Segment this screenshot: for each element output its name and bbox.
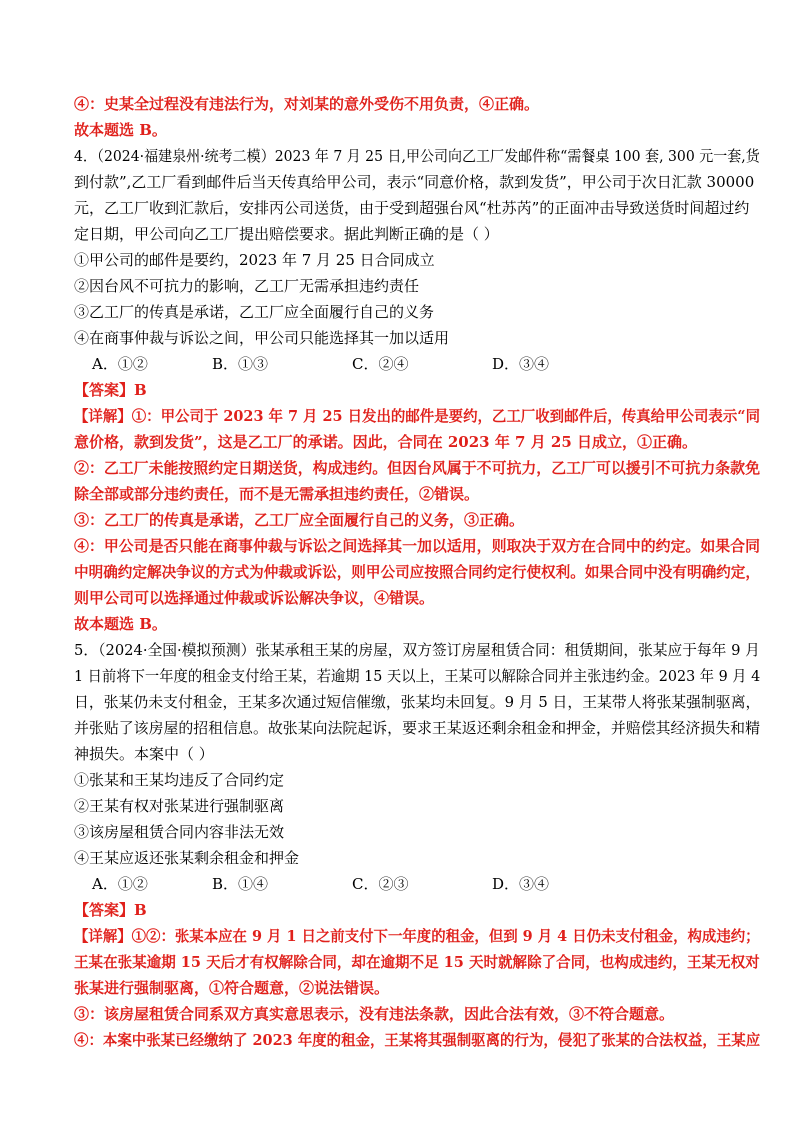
q4-option-c: C．②④ (352, 355, 409, 373)
q5-stem-line-5: 神损失。本案中（ ） (74, 745, 214, 763)
q5-stem-line-4: 并张贴了该房屋的招租信息。故张某向法院起诉，要求王某返还剩余租金和押金，并赔偿其经济损失和精 (74, 719, 761, 737)
q5-statement-1: ①张某和王某均违反了合同约定 (74, 771, 285, 789)
q5-statement-2: ②王某有权对张某进行强制驱离 (74, 797, 285, 815)
q4-statement-4: ④在商事仲裁与诉讼之间，甲公司只能选择其一加以适用 (74, 329, 450, 347)
q4-stem-line-3: 元，乙工厂收到汇款后，安排丙公司送货，由于受到超强台风“杜苏芮”的正面冲击导致送货时间超过约 (74, 199, 750, 217)
q5-answer: 【答案】B (74, 901, 147, 919)
q4-explanation-line-6: ④：甲公司是否只能在商事仲裁与诉讼之间选择其一加以适用，则取决于双方在合同中的约定。如果合同 (74, 537, 761, 555)
q4-explanation-line-5: ③：乙工厂的传真是承诺，乙工厂应全面履行自己的义务，③正确。 (74, 511, 525, 529)
q4-conclusion: 故本题选 B。 (74, 615, 167, 633)
q4-option-b: B．①③ (212, 355, 269, 373)
q4-statement-3: ③乙工厂的传真是承诺，乙工厂应全面履行自己的义务 (74, 303, 435, 321)
q5-explanation-line-4: ③：该房屋租赁合同系双方真实意思表示，没有违法条款，因此合法有效，③不符合题意。 (74, 1005, 675, 1023)
q4-statement-2: ②因台风不可抗力的影响，乙工厂无需承担违约责任 (74, 277, 420, 295)
q5-explanation-line-2: 王某在张某逾期 15 天后才有权解除合同，却在逾期不足 15 天时就解除了合同，也构成违约，王某无权对 (74, 953, 760, 971)
q5-explanation-line-5: ④：本案中张某已经缴纳了 2023 年度的租金，王某将其强制驱离的行为，侵犯了张某的合法权益，王某应 (74, 1031, 761, 1049)
q5-option-c: C．②③ (352, 875, 409, 893)
q5-stem-line-1: 5．（2024·全国·模拟预测）张某承租王某的房屋，双方签订房屋租赁合同：租赁期间，张某应于每年 9 月 (74, 641, 760, 659)
q5-statement-3: ③该房屋租赁合同内容非法无效 (74, 823, 285, 841)
q4-explanation-line-2: 意价格，款到发货”，这是乙工厂的承诺。因此，合同在 2023 年 7 月 25 日成立，①正确。 (74, 433, 698, 451)
q4-stem-line-4: 定日期，甲公司向乙工厂提出赔偿要求。据此判断正确的是（ ） (74, 225, 499, 243)
q4-explanation-line-1: 【详解】①：甲公司于 2023 年 7 月 25 日发出的邮件是要约，乙工厂收到邮件后，传真给甲公司表示“同 (74, 407, 761, 425)
q5-stem-line-2: 1 日前将下一年度的租金支付给王某，若逾期 15 天以上，王某可以解除合同并主张违约金。2023 年 9 月 4 (74, 667, 761, 685)
q4-explanation-line-8: 则甲公司可以选择通过仲裁或诉讼解决争议，④错误。 (74, 589, 435, 607)
q5-explanation-line-1: 【详解】①②：张某本应在 9 月 1 日之前支付下一年度的租金，但到 9 月 4 日仍未支付租金，构成违约； (74, 927, 760, 945)
q5-statement-4: ④王某应返还张某剩余租金和押金 (74, 849, 300, 867)
q4-answer: 【答案】B (74, 381, 147, 399)
q5-stem-line-3: 日，张某仍未支付租金，王某多次通过短信催缴，张某均未回复。9 月 5 日，王某带人将张某强制驱离， (74, 693, 761, 711)
q5-explanation-line-3: 张某进行强制驱离，①符合题意，②说法错误。 (74, 979, 390, 997)
q4-statement-1: ①甲公司的邮件是要约，2023 年 7 月 25 日合同成立 (74, 251, 435, 269)
q4-option-d: D．③④ (492, 355, 550, 373)
q4-stem-line-1: 4．（2024·福建泉州·统考二模）2023 年 7 月 25 日,甲公司向乙工厂发邮件称“需餐桌 100 套, 300 元一套,货 (74, 147, 760, 165)
q5-option-a: A．①② (92, 875, 148, 893)
q3-explanation-item-4: ④：史某全过程没有违法行为，对刘某的意外受伤不用负责，④正确。 (74, 95, 540, 113)
q5-option-d: D．③④ (492, 875, 550, 893)
q4-explanation-line-7: 中明确约定解决争议的方式为仲裁或诉讼，则甲公司应按照合同约定行使权利。如果合同中没有明确约定， (74, 563, 760, 581)
q4-stem-line-2: 到付款”,乙工厂看到邮件后当天传真给甲公司，表示“同意价格，款到发货”，甲公司于次日汇款 30000 (74, 173, 755, 191)
q4-explanation-line-3: ②：乙工厂未能按照约定日期送货，构成违约。但因台风属于不可抗力，乙工厂可以援引不可抗力条款免 (74, 459, 761, 477)
q5-option-b: B．①④ (212, 875, 269, 893)
q3-conclusion: 故本题选 B。 (74, 121, 167, 139)
q4-explanation-line-4: 除全部或部分违约责任，而不是无需承担违约责任，②错误。 (74, 485, 480, 503)
q4-option-a: A．①② (92, 355, 148, 373)
